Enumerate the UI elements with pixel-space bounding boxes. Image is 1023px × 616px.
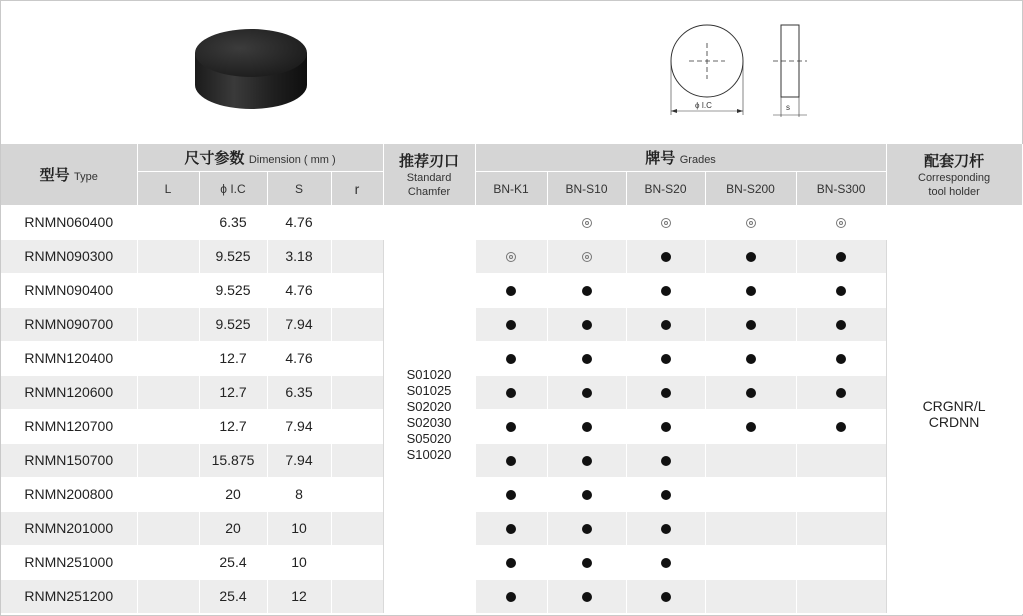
ic-dimension-label: ϕ I.C	[695, 101, 712, 110]
grade-cell	[547, 341, 626, 375]
grade-cell	[796, 511, 886, 545]
grade-cell	[475, 375, 547, 409]
solid-dot-icon	[582, 354, 592, 364]
grade-cell	[796, 341, 886, 375]
solid-dot-icon	[836, 252, 846, 262]
type-cell: RNMN201000	[1, 511, 137, 545]
table-row	[1, 443, 1022, 477]
l-cell	[137, 545, 199, 579]
type-cell: RNMN090400	[1, 273, 137, 307]
chamfer-item: S01025	[406, 383, 452, 398]
l-cell	[137, 477, 199, 511]
solid-dot-icon	[661, 422, 671, 432]
round-insert-photo	[189, 23, 319, 123]
grade-cell	[475, 409, 547, 443]
l-cell	[137, 443, 199, 477]
grade-cell	[547, 307, 626, 341]
solid-dot-icon	[661, 252, 671, 262]
r-cell	[331, 545, 383, 579]
solid-dot-icon	[582, 558, 592, 568]
solid-dot-icon	[506, 524, 516, 534]
grade-cell	[626, 579, 705, 613]
solid-dot-icon	[506, 558, 516, 568]
table-row	[1, 341, 1022, 375]
grades-header: 牌号 Grades	[475, 144, 886, 172]
grade-cell	[475, 273, 547, 307]
solid-dot-icon	[582, 592, 592, 602]
table-row	[1, 307, 1022, 341]
grade-cell	[705, 545, 796, 579]
grade-cell	[705, 375, 796, 409]
ic-cell: 9.525	[199, 307, 267, 341]
s-dimension-label: s	[786, 103, 790, 112]
solid-dot-icon	[506, 354, 516, 364]
col-header-grade: BN-K1	[475, 172, 547, 206]
ic-cell: 15.875	[199, 443, 267, 477]
grade-cell	[705, 409, 796, 443]
ic-cell: 12.7	[199, 375, 267, 409]
grade-cell	[475, 205, 547, 239]
grade-cell	[475, 341, 547, 375]
type-cell: RNMN150700	[1, 443, 137, 477]
type-cell: RNMN251200	[1, 579, 137, 613]
grade-cell	[547, 545, 626, 579]
solid-dot-icon	[506, 286, 516, 296]
grade-cell	[475, 477, 547, 511]
grade-cell	[626, 511, 705, 545]
solid-dot-icon	[661, 456, 671, 466]
solid-dot-icon	[582, 422, 592, 432]
s-cell: 7.94	[267, 443, 331, 477]
r-cell	[331, 307, 383, 341]
solid-dot-icon	[661, 592, 671, 602]
grade-cell	[796, 239, 886, 273]
l-cell	[137, 273, 199, 307]
chamfer-item: S02030	[406, 415, 452, 430]
grade-cell	[796, 375, 886, 409]
solid-dot-icon	[506, 592, 516, 602]
solid-dot-icon	[661, 524, 671, 534]
grade-cell	[796, 273, 886, 307]
col-header-l: L	[137, 172, 199, 206]
solid-dot-icon	[836, 422, 846, 432]
col-header-grade: BN-S20	[626, 172, 705, 206]
l-cell	[137, 239, 199, 273]
ic-cell: 20	[199, 511, 267, 545]
s-cell: 6.35	[267, 375, 331, 409]
grade-cell	[796, 579, 886, 613]
grade-cell	[547, 477, 626, 511]
solid-dot-icon	[506, 490, 516, 500]
solid-dot-icon	[746, 422, 756, 432]
r-cell	[331, 409, 383, 443]
solid-dot-icon	[506, 320, 516, 330]
l-cell	[137, 341, 199, 375]
ic-cell: 9.525	[199, 239, 267, 273]
holder-header: 配套刀杆 Corresponding tool holder	[886, 144, 1022, 205]
s-cell: 12	[267, 579, 331, 613]
ic-cell: 25.4	[199, 545, 267, 579]
table-row	[1, 239, 1022, 273]
grade-cell	[705, 341, 796, 375]
solid-dot-icon	[746, 354, 756, 364]
type-header: 型号 Type	[1, 144, 137, 205]
ic-cell: 6.35	[199, 205, 267, 239]
r-cell	[331, 443, 383, 477]
solid-dot-icon	[582, 456, 592, 466]
solid-dot-icon	[746, 252, 756, 262]
solid-dot-icon	[506, 456, 516, 466]
type-cell: RNMN120600	[1, 375, 137, 409]
r-cell	[331, 239, 383, 273]
solid-dot-icon	[582, 490, 592, 500]
type-cell: RNMN090700	[1, 307, 137, 341]
grade-cell	[626, 545, 705, 579]
table-row	[1, 375, 1022, 409]
type-cell: RNMN120700	[1, 409, 137, 443]
grade-cell	[547, 375, 626, 409]
s-cell: 4.76	[267, 273, 331, 307]
insert-technical-drawing	[661, 15, 821, 125]
r-cell	[331, 477, 383, 511]
s-cell: 8	[267, 477, 331, 511]
grade-cell	[796, 205, 886, 239]
l-cell	[137, 511, 199, 545]
solid-dot-icon	[582, 320, 592, 330]
type-cell: RNMN251000	[1, 545, 137, 579]
l-cell	[137, 375, 199, 409]
grade-cell	[626, 375, 705, 409]
solid-dot-icon	[661, 286, 671, 296]
solid-dot-icon	[836, 388, 846, 398]
grade-cell	[626, 307, 705, 341]
chamfer-item: S01020	[406, 367, 452, 382]
table-row	[1, 409, 1022, 443]
spec-table	[1, 144, 1023, 614]
grade-cell	[796, 409, 886, 443]
r-cell	[331, 341, 383, 375]
chamfer-cell	[383, 205, 475, 613]
grade-cell	[705, 273, 796, 307]
grade-cell	[705, 239, 796, 273]
double-ring-icon	[582, 252, 592, 262]
grade-cell	[475, 511, 547, 545]
s-cell: 3.18	[267, 239, 331, 273]
s-cell: 4.76	[267, 205, 331, 239]
s-cell: 7.94	[267, 307, 331, 341]
solid-dot-icon	[582, 388, 592, 398]
solid-dot-icon	[661, 354, 671, 364]
solid-dot-icon	[506, 388, 516, 398]
chamfer-header: 推荐刃口 Standard Chamfer	[383, 144, 475, 205]
solid-dot-icon	[836, 320, 846, 330]
col-header-s: S	[267, 172, 331, 206]
ic-cell: 20	[199, 477, 267, 511]
solid-dot-icon	[836, 286, 846, 296]
solid-dot-icon	[506, 422, 516, 432]
r-cell	[331, 579, 383, 613]
chamfer-item: S02020	[406, 399, 452, 414]
grade-cell	[475, 545, 547, 579]
table-row	[1, 477, 1022, 511]
grade-cell	[547, 511, 626, 545]
ic-cell: 25.4	[199, 579, 267, 613]
double-ring-icon	[661, 218, 671, 228]
holder-item: CRDNN	[928, 414, 980, 430]
type-cell: RNMN120400	[1, 341, 137, 375]
double-ring-icon	[746, 218, 756, 228]
l-cell	[137, 579, 199, 613]
solid-dot-icon	[582, 286, 592, 296]
solid-dot-icon	[661, 490, 671, 500]
holder-cell	[886, 205, 1022, 613]
solid-dot-icon	[746, 320, 756, 330]
col-header-ic: ϕ I.C	[199, 172, 267, 206]
solid-dot-icon	[661, 388, 671, 398]
grade-cell	[626, 273, 705, 307]
col-header-grade: BN-S10	[547, 172, 626, 206]
grade-cell	[626, 205, 705, 239]
grade-cell	[547, 409, 626, 443]
grade-cell	[626, 239, 705, 273]
grade-cell	[475, 307, 547, 341]
solid-dot-icon	[661, 320, 671, 330]
s-cell: 7.94	[267, 409, 331, 443]
grade-cell	[796, 477, 886, 511]
s-cell: 10	[267, 511, 331, 545]
grade-cell	[796, 443, 886, 477]
r-cell	[331, 375, 383, 409]
l-cell	[137, 409, 199, 443]
ic-cell: 12.7	[199, 409, 267, 443]
grade-cell	[547, 239, 626, 273]
table-row	[1, 545, 1022, 579]
grade-cell	[475, 443, 547, 477]
r-cell	[331, 273, 383, 307]
grade-cell	[475, 579, 547, 613]
solid-dot-icon	[836, 354, 846, 364]
table-row	[1, 579, 1022, 613]
table-row	[1, 205, 1022, 239]
type-cell: RNMN060400	[1, 205, 137, 239]
grade-cell	[547, 273, 626, 307]
solid-dot-icon	[746, 388, 756, 398]
solid-dot-icon	[661, 558, 671, 568]
ic-cell: 12.7	[199, 341, 267, 375]
double-ring-icon	[836, 218, 846, 228]
grade-cell	[705, 443, 796, 477]
grade-cell	[796, 545, 886, 579]
grade-cell	[796, 307, 886, 341]
grade-cell	[705, 511, 796, 545]
l-cell	[137, 205, 199, 239]
grade-cell	[547, 579, 626, 613]
col-header-r: r	[331, 172, 383, 206]
double-ring-icon	[582, 218, 592, 228]
grade-cell	[705, 477, 796, 511]
type-cell: RNMN200800	[1, 477, 137, 511]
type-cell: RNMN090300	[1, 239, 137, 273]
grade-cell	[705, 205, 796, 239]
dimension-header: 尺寸参数 Dimension ( mm )	[137, 144, 383, 172]
holder-item: CRGNR/L	[922, 398, 986, 414]
grade-cell	[705, 307, 796, 341]
grade-cell	[547, 205, 626, 239]
grade-cell	[626, 443, 705, 477]
grade-cell	[705, 579, 796, 613]
s-cell: 10	[267, 545, 331, 579]
grade-cell	[626, 477, 705, 511]
double-ring-icon	[506, 252, 516, 262]
header-illustration-area	[1, 1, 1023, 144]
col-header-grade: BN-S300	[796, 172, 886, 206]
table-row	[1, 511, 1022, 545]
grade-cell	[547, 443, 626, 477]
s-cell: 4.76	[267, 341, 331, 375]
col-header-grade: BN-S200	[705, 172, 796, 206]
chamfer-item: S05020	[406, 431, 452, 446]
grade-cell	[626, 409, 705, 443]
table-row	[1, 273, 1022, 307]
grade-cell	[626, 341, 705, 375]
r-cell	[331, 511, 383, 545]
grade-cell	[475, 239, 547, 273]
l-cell	[137, 307, 199, 341]
ic-cell: 9.525	[199, 273, 267, 307]
r-cell	[331, 205, 383, 239]
chamfer-item: S10020	[406, 447, 452, 462]
spec-table-body	[1, 205, 1022, 613]
solid-dot-icon	[746, 286, 756, 296]
solid-dot-icon	[582, 524, 592, 534]
